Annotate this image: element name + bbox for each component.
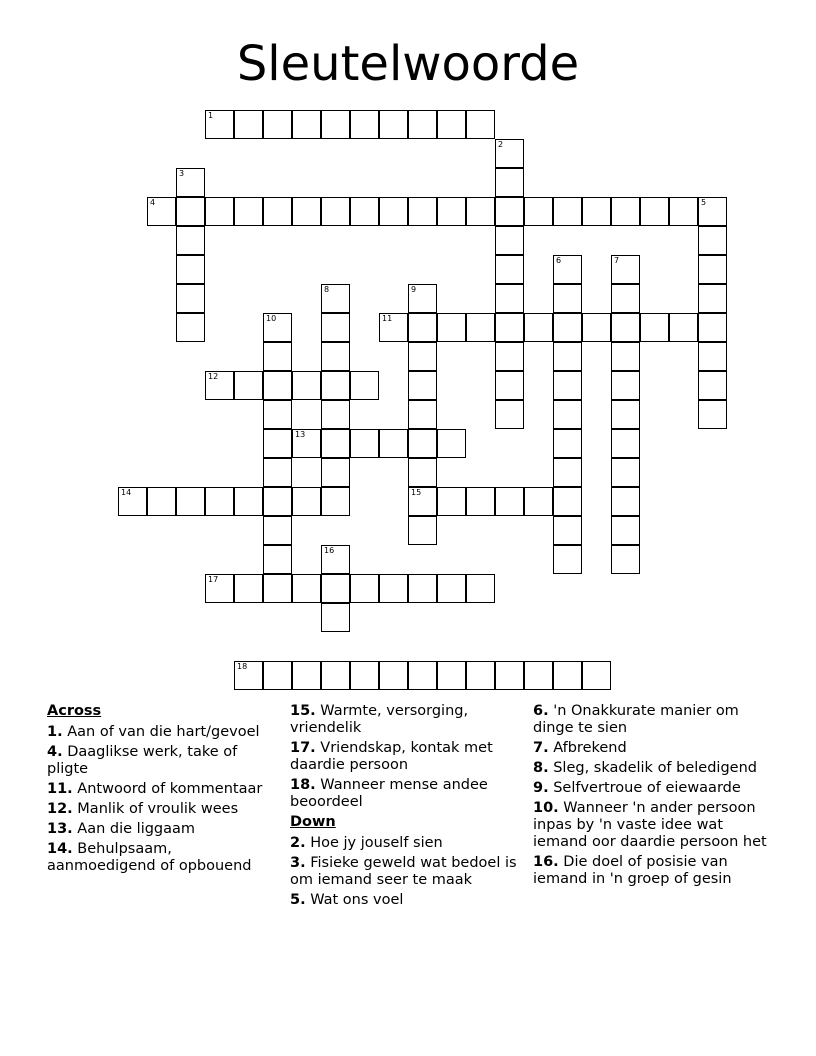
grid-cell[interactable] [147, 487, 176, 516]
clue-down-7: 7. Afbrekend [533, 740, 627, 756]
grid-cell[interactable] [234, 661, 263, 690]
grid-cell[interactable] [176, 255, 205, 284]
grid-cell[interactable] [495, 226, 524, 255]
grid-cell[interactable] [553, 313, 582, 342]
grid-cell[interactable] [408, 197, 437, 226]
grid-cell[interactable] [408, 458, 437, 487]
cell-number: 18 [237, 662, 248, 671]
grid-cell[interactable] [408, 429, 437, 458]
grid-cell[interactable] [147, 197, 176, 226]
cell-number: 8 [324, 285, 330, 294]
cell-number: 13 [295, 430, 306, 439]
page-title: Sleutelwoorde [236, 36, 580, 92]
grid-cell[interactable] [524, 487, 553, 516]
grid-cell[interactable] [263, 429, 292, 458]
grid-cell[interactable] [379, 110, 408, 139]
grid-cell[interactable] [321, 284, 350, 313]
clue-across-13: 13. Aan die liggaam [47, 821, 196, 837]
grid-cell[interactable] [698, 313, 727, 342]
clue-across-15: 15. Warmte, versorging, vriendelik [290, 703, 469, 736]
down-heading: Down [290, 814, 336, 830]
grid-cell[interactable] [350, 429, 379, 458]
grid-cell[interactable] [408, 400, 437, 429]
grid-cell[interactable] [350, 197, 379, 226]
grid-cell[interactable] [524, 661, 553, 690]
grid-cell[interactable] [263, 661, 292, 690]
grid-cell[interactable] [611, 516, 640, 545]
grid-cell[interactable] [466, 574, 495, 603]
grid-cell[interactable] [553, 255, 582, 284]
grid-cell[interactable] [379, 197, 408, 226]
cell-number: 15 [411, 488, 422, 497]
clue-down-6: 6. 'n Onakkurate manier om dinge te sien [533, 703, 739, 736]
grid-cell[interactable] [437, 429, 466, 458]
grid-cell[interactable] [292, 110, 321, 139]
grid-cell[interactable] [553, 371, 582, 400]
clue-across-17: 17. Vriendskap, kontak met daardie persoon [290, 740, 493, 773]
grid-cell[interactable] [408, 342, 437, 371]
grid-cell[interactable] [263, 313, 292, 342]
grid-cell[interactable] [321, 487, 350, 516]
grid-cell[interactable] [321, 313, 350, 342]
grid-cell[interactable] [437, 574, 466, 603]
grid-cell[interactable] [292, 371, 321, 400]
clue-across-18: 18. Wanneer mense andee beoordeel [290, 777, 488, 810]
grid-cell[interactable] [292, 429, 321, 458]
grid-cell[interactable] [408, 487, 437, 516]
grid-cell[interactable] [379, 313, 408, 342]
grid-cell[interactable] [437, 313, 466, 342]
grid-cell[interactable] [553, 429, 582, 458]
grid-cell[interactable] [698, 284, 727, 313]
clue-across-11: 11. Antwoord of kommentaar [47, 781, 263, 797]
grid-cell[interactable] [524, 197, 553, 226]
cell-number: 16 [324, 546, 335, 555]
grid-cell[interactable] [292, 197, 321, 226]
cell-number: 1 [208, 111, 214, 120]
grid-cell[interactable] [263, 458, 292, 487]
grid-cell[interactable] [408, 661, 437, 690]
grid-cell[interactable] [553, 516, 582, 545]
grid-cell[interactable] [553, 458, 582, 487]
grid-cell[interactable] [379, 429, 408, 458]
grid-cell[interactable] [321, 429, 350, 458]
grid-cell[interactable] [321, 603, 350, 632]
grid-cell[interactable] [437, 661, 466, 690]
grid-cell[interactable] [582, 197, 611, 226]
grid-cell[interactable] [553, 487, 582, 516]
cell-number: 2 [498, 140, 504, 149]
cell-number: 7 [614, 256, 620, 265]
grid-cell[interactable] [437, 197, 466, 226]
grid-cell[interactable] [350, 371, 379, 400]
clue-down-5: 5. Wat ons voel [290, 892, 404, 908]
grid-cell[interactable] [611, 429, 640, 458]
grid-cell[interactable] [553, 400, 582, 429]
cell-number: 14 [121, 488, 132, 497]
clue-down-3: 3. Fisieke geweld wat bedoel is om iemand seer te maak [290, 855, 517, 888]
cell-number: 6 [556, 256, 562, 265]
across-heading: Across [47, 703, 102, 719]
grid-cell[interactable] [524, 313, 553, 342]
grid-cell[interactable] [379, 661, 408, 690]
grid-cell[interactable] [234, 371, 263, 400]
grid-cell[interactable] [611, 342, 640, 371]
grid-cell[interactable] [611, 545, 640, 574]
clue-down-9: 9. Selfvertroue of eiewaarde [533, 780, 741, 796]
grid-cell[interactable] [582, 661, 611, 690]
grid-cell[interactable] [321, 458, 350, 487]
grid-cell[interactable] [408, 574, 437, 603]
grid-cell[interactable] [611, 255, 640, 284]
cell-number: 4 [150, 198, 156, 207]
clue-column-3 [533, 703, 773, 891]
grid-cell[interactable] [640, 313, 669, 342]
clue-column-2 [290, 703, 522, 912]
grid-cell[interactable] [118, 487, 147, 516]
cell-number: 5 [701, 198, 707, 207]
grid-cell[interactable] [495, 255, 524, 284]
grid-cell[interactable] [205, 197, 234, 226]
grid-cell[interactable] [263, 400, 292, 429]
grid-cell[interactable] [495, 139, 524, 168]
grid-cell[interactable] [408, 313, 437, 342]
grid-cell[interactable] [176, 313, 205, 342]
grid-cell[interactable] [263, 110, 292, 139]
grid-cell[interactable] [698, 255, 727, 284]
grid-cell[interactable] [495, 487, 524, 516]
grid-cell[interactable] [379, 574, 408, 603]
grid-cell[interactable] [437, 487, 466, 516]
clue-across-14: 14. Behulpsaam, aanmoedigend of opbouend [47, 841, 252, 874]
grid-cell[interactable] [495, 400, 524, 429]
cell-number: 3 [179, 169, 185, 178]
grid-cell[interactable] [263, 574, 292, 603]
grid-cell[interactable] [176, 197, 205, 226]
grid-cell[interactable] [350, 661, 379, 690]
grid-cell[interactable] [408, 284, 437, 313]
grid-cell[interactable] [263, 371, 292, 400]
grid-cell[interactable] [553, 197, 582, 226]
grid-cell[interactable] [234, 574, 263, 603]
grid-cell[interactable] [640, 197, 669, 226]
clue-across-12: 12. Manlik of vroulik wees [47, 801, 239, 817]
grid-cell[interactable] [553, 342, 582, 371]
grid-cell[interactable] [292, 487, 321, 516]
grid-cell[interactable] [350, 574, 379, 603]
grid-cell[interactable] [495, 284, 524, 313]
grid-cell[interactable] [466, 487, 495, 516]
grid-cell[interactable] [263, 197, 292, 226]
grid-cell[interactable] [292, 574, 321, 603]
cell-number: 11 [382, 314, 393, 323]
grid-cell[interactable] [495, 371, 524, 400]
grid-cell[interactable] [234, 197, 263, 226]
grid-cell[interactable] [321, 574, 350, 603]
grid-cell[interactable] [669, 197, 698, 226]
grid-cell[interactable] [176, 226, 205, 255]
clue-down-16: 16. Die doel of posisie van iemand in 'n groep of gesin [533, 854, 732, 887]
grid-cell[interactable] [321, 371, 350, 400]
grid-cell[interactable] [611, 284, 640, 313]
grid-cell[interactable] [582, 313, 611, 342]
grid-cell[interactable] [321, 110, 350, 139]
grid-cell[interactable] [466, 110, 495, 139]
grid-cell[interactable] [553, 545, 582, 574]
grid-cell[interactable] [321, 400, 350, 429]
cell-number: 17 [208, 575, 219, 584]
grid-cell[interactable] [495, 168, 524, 197]
grid-cell[interactable] [321, 342, 350, 371]
grid-cell[interactable] [466, 197, 495, 226]
grid-cell[interactable] [263, 487, 292, 516]
grid-cell[interactable] [698, 371, 727, 400]
grid-cell[interactable] [698, 400, 727, 429]
grid-cell[interactable] [611, 313, 640, 342]
grid-cell[interactable] [263, 342, 292, 371]
cell-number: 12 [208, 372, 219, 381]
grid-cell[interactable] [205, 110, 234, 139]
grid-cell[interactable] [234, 487, 263, 516]
grid-cell[interactable] [698, 226, 727, 255]
grid-cell[interactable] [611, 400, 640, 429]
grid-cell[interactable] [495, 661, 524, 690]
grid-cell[interactable] [408, 110, 437, 139]
grid-cell[interactable] [408, 516, 437, 545]
grid-cell[interactable] [495, 197, 524, 226]
grid-cell[interactable] [234, 110, 263, 139]
grid-cell[interactable] [495, 313, 524, 342]
clue-across-1: 1. Aan of van die hart/gevoel [47, 724, 260, 740]
grid-cell[interactable] [205, 371, 234, 400]
grid-cell[interactable] [611, 371, 640, 400]
clue-across-4: 4. Daaglikse werk, take of pligte [47, 744, 238, 777]
grid-cell[interactable] [176, 284, 205, 313]
grid-cell[interactable] [350, 110, 379, 139]
grid-cell[interactable] [553, 284, 582, 313]
grid-cell[interactable] [553, 661, 582, 690]
grid-cell[interactable] [611, 197, 640, 226]
clue-down-10: 10. Wanneer 'n ander persoon inpas by 'n vaste idee wat iemand oor daardie persoon het [533, 800, 767, 850]
cell-number: 10 [266, 314, 277, 323]
grid-cell[interactable] [176, 168, 205, 197]
grid-cell[interactable] [466, 661, 495, 690]
grid-cell[interactable] [437, 110, 466, 139]
grid-cell[interactable] [263, 545, 292, 574]
grid-cell[interactable] [321, 661, 350, 690]
grid-cell[interactable] [611, 487, 640, 516]
clue-down-8: 8. Sleg, skadelik of beledigend [533, 760, 757, 776]
grid-cell[interactable] [408, 371, 437, 400]
grid-cell[interactable] [495, 342, 524, 371]
clue-column-1 [47, 703, 275, 878]
grid-cell[interactable] [292, 661, 321, 690]
clue-down-2: 2. Hoe jy jouself sien [290, 835, 443, 851]
grid-cell[interactable] [321, 545, 350, 574]
grid-cell[interactable] [698, 197, 727, 226]
grid-cell[interactable] [263, 516, 292, 545]
grid-cell[interactable] [698, 342, 727, 371]
grid-cell[interactable] [611, 458, 640, 487]
grid-cell[interactable] [205, 487, 234, 516]
cell-number: 9 [411, 285, 417, 294]
grid-cell[interactable] [669, 313, 698, 342]
grid-cell[interactable] [205, 574, 234, 603]
grid-cell[interactable] [321, 197, 350, 226]
grid-cell[interactable] [176, 487, 205, 516]
grid-cell[interactable] [466, 313, 495, 342]
